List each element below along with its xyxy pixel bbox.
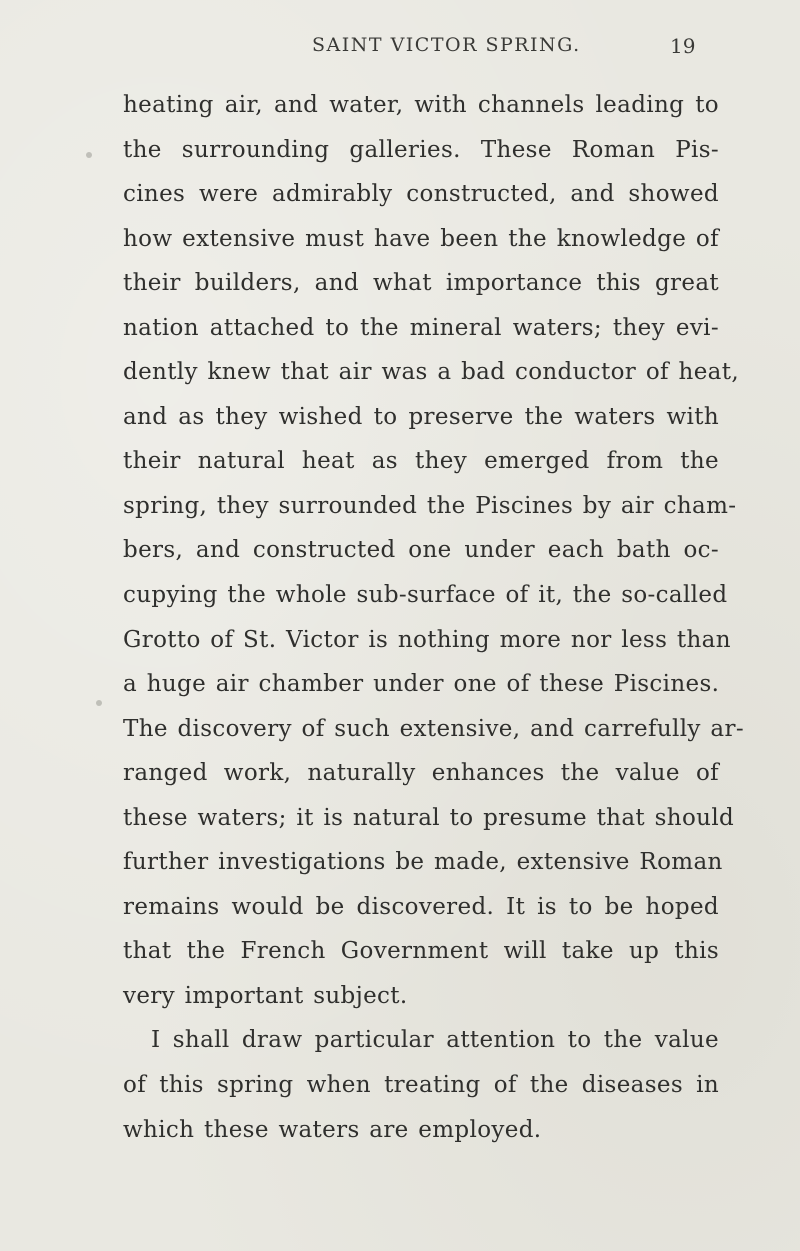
text-line: cines were admirably constructed, and showed	[123, 181, 719, 208]
text-line: the surrounding galleries. These Roman Pis-	[123, 136, 719, 163]
text-line: very important subject.	[123, 982, 408, 1009]
text-line: further investigations be made, extensive Roman	[123, 849, 723, 876]
page-number: 19	[670, 34, 696, 58]
text-line: nation attached to the mineral waters; they evi-	[123, 314, 719, 341]
text-line: heating air, and water, with channels leading to	[123, 92, 719, 118]
text-line: bers, and constructed one under each bath oc-	[123, 537, 719, 564]
text-line: these waters; it is natural to presume that should	[123, 804, 735, 831]
paper-blemish	[96, 700, 102, 706]
text-line: which these waters are employed.	[123, 1116, 542, 1143]
text-line: their builders, and what importance this great	[123, 270, 719, 297]
text-line: and as they wished to preserve the waters with	[123, 403, 719, 430]
running-head: SAINT VICTOR SPRING.	[312, 34, 581, 56]
text-line: of this spring when treating of the diseases in	[123, 1072, 719, 1099]
text-line: remains would be discovered. It is to be hoped	[123, 893, 719, 920]
text-line: Grotto of St. Victor is nothing more nor less than	[123, 626, 731, 653]
body-text	[123, 83, 744, 1152]
text-line: that the French Government will take up this	[123, 938, 719, 965]
text-line: their natural heat as they emerged from the	[123, 448, 719, 475]
text-line: The discovery of such extensive, and carrefully ar-	[123, 715, 744, 742]
text-line: cupying the whole sub-surface of it, the so-called	[123, 582, 728, 609]
text-line: a huge air chamber under one of these Piscines.	[123, 671, 720, 698]
text-line: ranged work, naturally enhances the value of	[123, 760, 719, 787]
text-line: dently knew that air was a bad conductor of heat,	[123, 359, 739, 386]
text-line: I shall draw particular attention to the value	[151, 1027, 719, 1054]
text-line: spring, they surrounded the Piscines by air cham-	[123, 492, 737, 519]
paper-blemish	[86, 152, 92, 158]
text-line: how extensive must have been the knowledge of	[123, 225, 719, 252]
